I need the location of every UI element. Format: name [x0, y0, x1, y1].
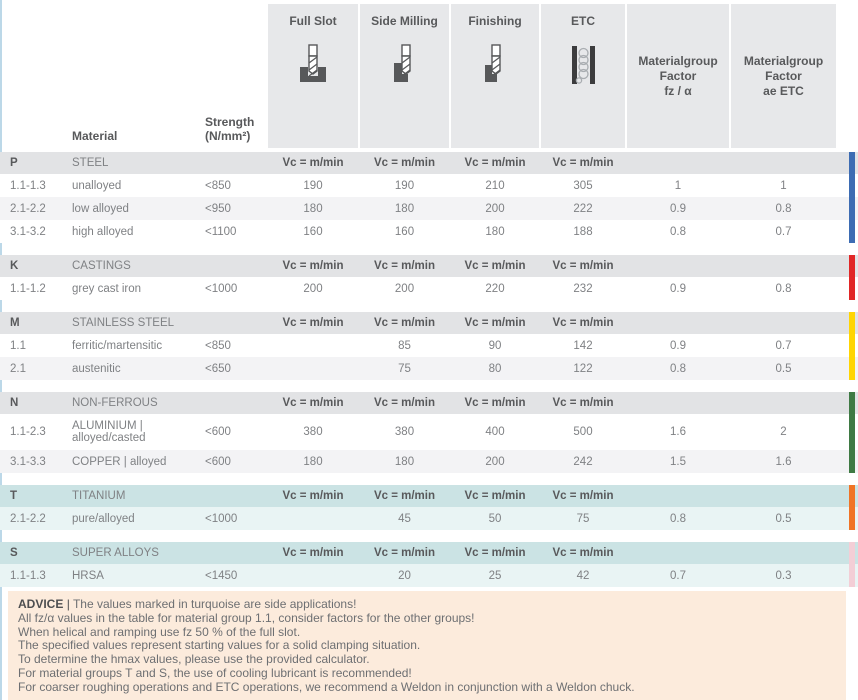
advice-box	[8, 591, 846, 700]
vc-finishing: 200	[485, 202, 505, 215]
side-milling-icon	[387, 42, 423, 93]
vc-label: Vc = m/min	[552, 317, 614, 329]
group-letter: T	[10, 490, 18, 502]
factor-fz: 0.7	[670, 569, 686, 582]
factor-ae: 1.6	[775, 455, 792, 468]
vc-side-milling: 85	[398, 339, 411, 352]
factor-ae: 0.5	[775, 362, 792, 375]
vc-etc: 500	[573, 426, 593, 438]
factor-fz: 0.9	[670, 339, 686, 352]
vc-finishing: 220	[485, 282, 505, 295]
vc-finishing: 80	[488, 362, 502, 375]
factor-ae-line2: Factor	[765, 68, 802, 83]
row-material: unalloyed	[72, 179, 122, 192]
advice-line-4: The specified values represent starting values for a solid clamping situation.	[18, 638, 421, 653]
table-row	[0, 450, 858, 473]
section-superalloys	[0, 542, 858, 587]
factor-fz: 1.5	[670, 455, 686, 468]
section-header-steel	[0, 152, 858, 174]
factor-fz: 0.8	[670, 225, 686, 238]
vc-finishing: 200	[485, 455, 505, 468]
section-castings	[0, 255, 858, 300]
etc-icon	[564, 42, 602, 93]
row-strength: <1450	[205, 569, 238, 582]
vc-label: Vc = m/min	[552, 157, 614, 169]
etc-label: ETC	[571, 14, 595, 28]
table-row	[0, 414, 858, 450]
full-slot-label: Full Slot	[289, 14, 337, 28]
row-id: 2.1-2.2	[10, 202, 46, 215]
vc-label: Vc = m/min	[552, 490, 614, 502]
row-material: COPPER | alloyed	[72, 455, 167, 468]
header-spacer	[8, 0, 72, 148]
advice-line-5: To determine the hmax values, please use the provided calculator.	[18, 652, 370, 667]
strength-header-cell	[205, 0, 267, 148]
steel-color-bar	[849, 152, 855, 243]
group-name: STAINLESS STEEL	[72, 317, 175, 329]
vc-full-slot: 190	[303, 179, 323, 192]
factor-ae: 0.7	[775, 339, 792, 352]
vc-label: Vc = m/min	[464, 157, 526, 169]
vc-side-milling: 180	[394, 202, 415, 215]
row-id: 1.1-1.3	[10, 569, 46, 582]
material-header-cell	[72, 0, 205, 148]
section-nonferrous	[0, 392, 858, 473]
vc-side-milling: 180	[394, 455, 415, 468]
row-material: ferritic/martensitic	[72, 339, 163, 352]
row-id: 1.1	[10, 339, 26, 352]
advice-line-6: For material groups T and S, the use of cooling lubricant is recommended!	[18, 665, 412, 680]
factor-ae-line1: Materialgroup	[743, 53, 824, 68]
table-row	[0, 334, 858, 357]
row-material: HRSA	[72, 569, 104, 582]
row-strength: <850	[205, 339, 231, 352]
vc-full-slot: 160	[303, 225, 323, 238]
vc-finishing: 25	[488, 569, 502, 582]
side-milling-label: Side Milling	[371, 14, 438, 28]
advice-line-3: When helical and ramping use fz 50 % of the full slot.	[18, 624, 301, 639]
vc-label: Vc = m/min	[373, 490, 436, 502]
vc-finishing: 210	[485, 179, 505, 192]
factor-fz: 0.8	[670, 362, 686, 375]
factor-fz: 0.9	[670, 282, 686, 295]
vc-finishing: 400	[485, 426, 505, 438]
row-material: grey cast iron	[72, 282, 142, 295]
factor-ae-header	[731, 4, 836, 148]
vc-full-slot: 200	[303, 282, 323, 295]
vc-label: Vc = m/min	[282, 317, 344, 329]
section-header-stainless	[0, 312, 858, 334]
factor-fz: 0.8	[670, 512, 686, 525]
row-id: 1.1-1.2	[10, 282, 46, 295]
vc-etc: 188	[573, 225, 593, 238]
factor-fz: 1.6	[670, 426, 686, 438]
group-name: SUPER ALLOYS	[72, 547, 159, 559]
vc-etc: 222	[573, 202, 593, 215]
row-material: pure/alloyed	[72, 512, 135, 525]
row-id: 3.1-3.3	[10, 455, 46, 468]
section-steel	[0, 152, 858, 243]
vc-side-milling: 190	[394, 179, 415, 192]
group-name: STEEL	[72, 157, 109, 169]
material-header-label: Material	[72, 129, 118, 143]
group-name: TITANIUM	[72, 490, 126, 502]
vc-etc: 75	[576, 512, 590, 525]
factor-ae: 0.5	[775, 512, 792, 525]
stainless-color-bar	[849, 312, 855, 380]
vc-label: Vc = m/min	[282, 397, 344, 409]
group-letter: K	[10, 260, 19, 272]
factor-fz: 1	[674, 179, 682, 192]
factor-ae-line3: ae ETC	[763, 83, 804, 98]
row-strength: <1000	[205, 282, 238, 295]
full-slot-header	[268, 4, 358, 148]
row-strength: <950	[205, 202, 231, 215]
vc-label: Vc = m/min	[464, 317, 526, 329]
row-id: 1.1-2.3	[10, 426, 46, 438]
castings-color-bar	[849, 255, 855, 300]
row-strength: <850	[205, 179, 231, 192]
table-row	[0, 357, 858, 380]
row-material	[72, 420, 205, 445]
advice-text: The values marked in turquoise are side applications!	[72, 597, 357, 611]
group-letter: M	[10, 317, 20, 329]
advice-separator: |	[66, 597, 70, 611]
table-row	[0, 507, 858, 530]
section-titanium	[0, 485, 858, 530]
factor-fz-line2: Factor	[659, 68, 697, 83]
superalloys-color-bar	[849, 542, 855, 587]
row-strength: <600	[205, 455, 231, 468]
row-strength: <650	[205, 362, 231, 375]
table-row	[0, 197, 858, 220]
titanium-color-bar	[849, 485, 855, 530]
factor-ae: 0.8	[775, 202, 792, 215]
section-stainless	[0, 312, 858, 380]
nonferrous-color-bar	[849, 392, 855, 473]
row-material: low alloyed	[72, 202, 129, 215]
vc-side-milling: 160	[394, 225, 415, 238]
vc-label: Vc = m/min	[552, 547, 614, 559]
section-header-titanium	[0, 485, 858, 507]
vc-label: Vc = m/min	[552, 397, 614, 409]
vc-label: Vc = m/min	[282, 490, 344, 502]
row-strength: <1100	[205, 225, 237, 238]
row-id: 2.1-2.2	[10, 512, 46, 525]
vc-full-slot: 380	[303, 426, 323, 438]
vc-etc: 242	[573, 455, 593, 468]
row-material: austenitic	[72, 362, 121, 375]
row-strength: <600	[205, 426, 231, 438]
vc-label: Vc = m/min	[464, 260, 526, 272]
row-material-line2: alloyed/casted	[72, 432, 146, 444]
section-header-superalloys	[0, 542, 858, 564]
vc-etc: 232	[573, 282, 593, 295]
vc-finishing: 90	[488, 339, 502, 352]
group-name: CASTINGS	[72, 260, 131, 272]
vc-side-milling: 380	[394, 426, 415, 438]
full-slot-icon	[295, 42, 331, 93]
vc-side-milling: 200	[394, 282, 415, 295]
vc-side-milling: 20	[398, 569, 411, 582]
row-id: 3.1-3.2	[10, 225, 46, 238]
vc-label: Vc = m/min	[552, 260, 614, 272]
table-row	[0, 174, 858, 197]
vc-label: Vc = m/min	[282, 260, 344, 272]
finishing-header	[451, 4, 539, 148]
strength-header-label-line2: (N/mm²)	[205, 129, 251, 143]
group-letter: S	[10, 547, 18, 559]
group-letter: N	[10, 397, 19, 409]
vc-side-milling: 75	[398, 362, 411, 375]
vc-label: Vc = m/min	[373, 547, 436, 559]
vc-label: Vc = m/min	[373, 317, 436, 329]
table-row	[0, 564, 858, 587]
vc-label: Vc = m/min	[464, 490, 526, 502]
vc-full-slot: 180	[303, 202, 323, 215]
vc-label: Vc = m/min	[373, 397, 436, 409]
group-letter: P	[10, 157, 18, 169]
advice-title: ADVICE	[18, 597, 64, 611]
factor-ae: 0.8	[775, 282, 792, 295]
vc-label: Vc = m/min	[464, 547, 526, 559]
group-name: NON-FERROUS	[72, 397, 158, 409]
vc-label: Vc = m/min	[373, 260, 436, 272]
row-material: high alloyed	[72, 225, 134, 238]
side-milling-header	[360, 4, 449, 148]
advice-line-7: For coarser roughing operations and ETC operations, we recommend a Weldon in conjunction with a Weldon chuck.	[18, 679, 635, 694]
row-strength: <1000	[205, 512, 238, 525]
vc-label: Vc = m/min	[282, 547, 344, 559]
vc-finishing: 180	[485, 225, 505, 238]
vc-label: Vc = m/min	[282, 157, 344, 169]
vc-label: Vc = m/min	[373, 157, 436, 169]
factor-fz: 0.9	[670, 202, 686, 215]
etc-header	[541, 4, 625, 148]
vc-etc: 42	[576, 569, 590, 582]
section-header-nonferrous	[0, 392, 858, 414]
factor-ae: 0.7	[775, 225, 792, 238]
vc-etc: 142	[573, 339, 593, 352]
vc-full-slot: 180	[303, 455, 323, 468]
row-id: 1.1-1.3	[10, 179, 46, 192]
factor-fz-line1: Materialgroup	[638, 53, 718, 68]
factor-ae: 1	[780, 179, 787, 192]
factor-fz-header	[627, 4, 729, 148]
vc-label: Vc = m/min	[464, 397, 526, 409]
factor-ae: 0.3	[775, 569, 792, 582]
table-row	[0, 220, 858, 243]
finishing-label: Finishing	[468, 14, 522, 28]
row-material-line1: ALUMINIUM |	[72, 419, 143, 432]
vc-etc: 122	[573, 362, 593, 375]
factor-ae: 2	[780, 426, 787, 438]
factor-fz-line3: fz / α	[664, 83, 692, 98]
advice-line-1	[18, 598, 846, 612]
finishing-icon	[477, 42, 513, 93]
vc-etc: 305	[573, 179, 593, 192]
table-header	[0, 0, 858, 148]
strength-header-label-line1: Strength	[205, 115, 255, 129]
row-id: 2.1	[10, 362, 26, 375]
vc-side-milling: 45	[398, 512, 411, 525]
advice-line-2: All fz/α values in the table for material group 1.1, consider factors for the other groups!	[18, 610, 475, 625]
section-header-castings	[0, 255, 858, 277]
table-row	[0, 277, 858, 300]
vc-finishing: 50	[488, 512, 502, 525]
